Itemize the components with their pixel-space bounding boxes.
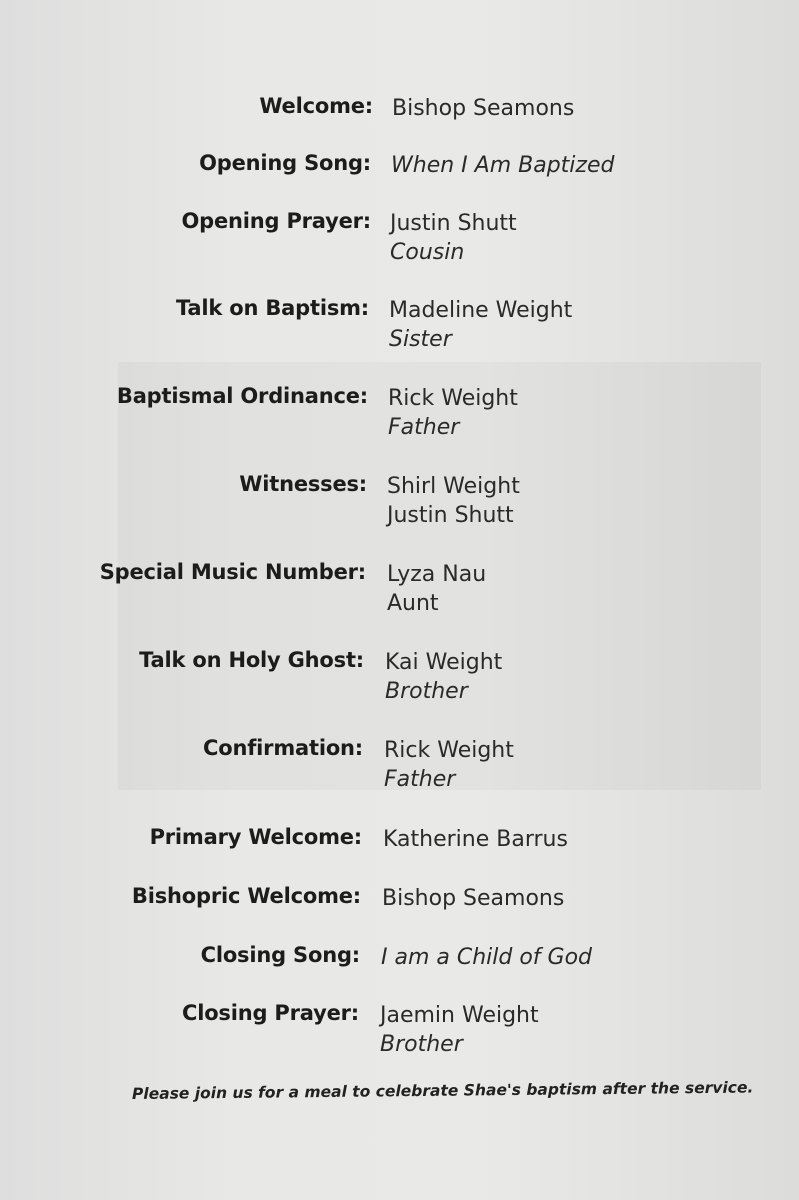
program-name: Bishop Seamons: [392, 96, 575, 121]
meal-invitation-note: Please join us for a meal to celebrate Shae's baptism after the service.: [131, 1078, 754, 1103]
program-value: [382, 884, 564, 913]
program-relation: Cousin: [390, 240, 465, 265]
program-label: Confirmation:: [203, 736, 363, 760]
program-label: Primary Welcome:: [149, 825, 362, 849]
program-name: Katherine Barrus: [383, 827, 568, 852]
program-name: Kai Weight: [385, 650, 503, 675]
program-label: Baptismal Ordinance:: [116, 384, 368, 408]
program-relation: Father: [384, 767, 456, 792]
program-value: [388, 384, 518, 442]
program-label: Closing Prayer:: [182, 1001, 359, 1025]
program-value: [385, 648, 502, 706]
program-relation: Brother: [380, 1032, 463, 1057]
program-label: Talk on Baptism:: [176, 296, 369, 320]
program-value: [391, 151, 614, 180]
program-value: [384, 736, 514, 794]
program-relation: Father: [388, 415, 460, 440]
program-label: Special Music Number:: [99, 560, 366, 584]
program-value: [389, 296, 572, 354]
program-label: Welcome:: [259, 94, 373, 118]
program-value: [387, 560, 486, 618]
program-name: I am a Child of God: [381, 945, 593, 970]
program-label: Opening Prayer:: [181, 209, 371, 233]
program-name: Lyza Nau: [387, 562, 487, 587]
program-label: Bishopric Welcome:: [131, 884, 361, 908]
program-name: When I Am Baptized: [391, 153, 615, 178]
program-value: [392, 94, 574, 123]
program-label: Talk on Holy Ghost:: [139, 648, 364, 672]
program-relation: Aunt: [387, 591, 439, 616]
program-value: [387, 472, 520, 530]
program-name: Bishop Seamons: [382, 886, 565, 911]
program-name: Shirl Weight: [387, 474, 520, 499]
program-value: [383, 825, 568, 854]
program-label: Closing Song:: [200, 943, 360, 967]
program-name: Madeline Weight: [389, 298, 573, 323]
program-value: [390, 209, 517, 267]
program-label: Witnesses:: [239, 472, 367, 496]
program-relation: Sister: [389, 327, 452, 352]
program-label: Opening Song:: [199, 151, 371, 175]
program-relation: Brother: [385, 679, 468, 704]
program-name: Justin Shutt: [390, 211, 517, 236]
program-name-second: Justin Shutt: [387, 503, 514, 528]
program-value: [380, 1001, 539, 1059]
program-name: Rick Weight: [384, 738, 514, 763]
program-name: Rick Weight: [388, 386, 518, 411]
program-name: Jaemin Weight: [380, 1003, 539, 1028]
program-value: [381, 943, 592, 972]
